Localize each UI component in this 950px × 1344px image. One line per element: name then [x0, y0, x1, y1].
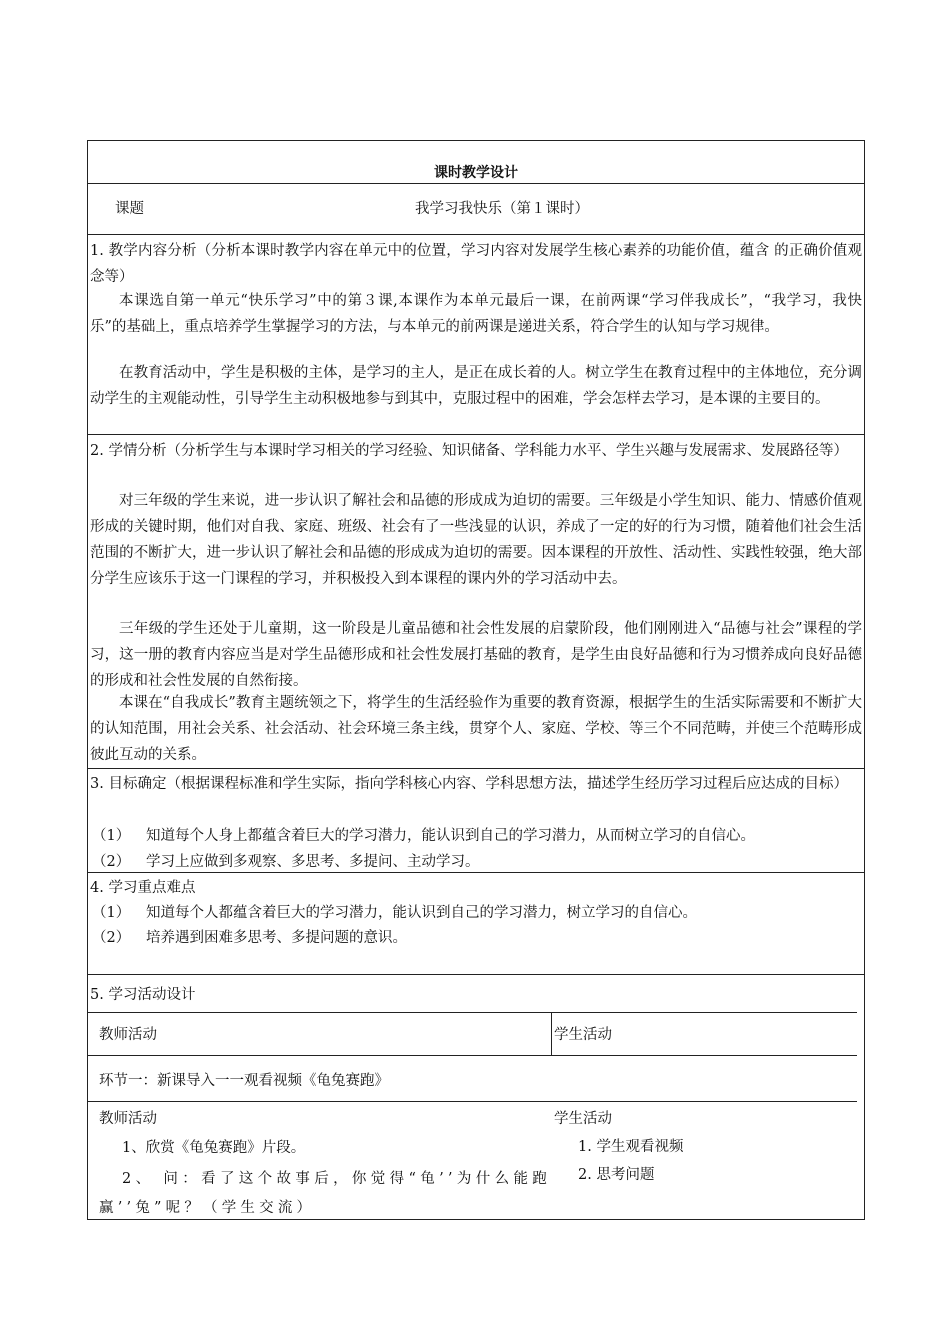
student-activity-item: 1. 学生观看视频: [578, 1139, 684, 1155]
col-header-teacher: 教师活动: [99, 1027, 157, 1043]
sec1-paragraph-2: 在教育活动中，学生是积极的主体，是学习的主人，是正在成长着的人。树立学生在教育过程中的主体地位，充分调动学生的主观能动性，引导学生主动积极地参与到其中，克服过程中的困难，学会怎样去学习，是本课的主要目的。: [90, 365, 862, 407]
row-divider: [87, 234, 865, 235]
column-divider: [551, 1012, 552, 1055]
stage-1-teacher-label: 教师活动: [99, 1111, 157, 1127]
sec3-item-2-number: （2）: [92, 854, 131, 870]
row-divider: [87, 434, 865, 435]
student-activity-item: 2. 思考问题: [578, 1167, 655, 1183]
topic-value: 我学习我快乐（第１课时）: [415, 201, 589, 217]
sec3-item-2-text: 学习上应做到多观察、多思考、多提问、主动学习。: [146, 854, 480, 870]
inner-divider: [87, 1101, 857, 1102]
sec3-item-1-text: 知道每个人身上都蕴含着巨大的学习潜力，能认识到自己的学习潜力，从而树立学习的自信心。: [146, 828, 755, 844]
teacher-activity-item: 1、欣赏《龟兔赛跑》片段。: [122, 1140, 306, 1156]
inner-divider: [87, 1055, 857, 1056]
sec3-heading: 3. 目标确定（根据课程标准和学生实际，指向学科核心内容、学科思想方法，描述学生经历学习过程后应达成的目标）: [90, 776, 848, 792]
sec1-paragraph-1: 本课选自第一单元“快乐学习”中的第３课,本课作为本单元最后一课，在前两课“学习伴我成长”，“我学习，我快乐”的基础上，重点培养学生掌握学习的方法，与本单元的前两课是递进关系，符合学生的认知与学习规律。: [90, 293, 862, 335]
col-header-student: 学生活动: [554, 1027, 612, 1043]
sec3-item-1-number: （1）: [92, 828, 131, 844]
sec4-item-1-number: （1）: [92, 905, 131, 921]
sec2-paragraph-3: 本课在“自我成长”教育主题统领之下，将学生的生活经验作为重要的教育资源，根据学生的生活实际需要和不断扩大的认知范围，用社会关系、社会活动、社会环境三条主线，贯穿个人、家庭、学校、等三个不同范畴，并使三个范畴形成彼此互动的关系。: [90, 695, 862, 763]
teacher-activity-item: 2、 问：看了这个故事后，你觉得“龟’’为什么能跑赢’’兔”呢？（学生交流）: [99, 1171, 551, 1216]
sec1-heading: 1. 教学内容分析（分析本课时教学内容在单元中的位置，学习内容对发展学生核心素养的功能价值，蕴含 的正确价值观念等）: [90, 243, 862, 285]
sec4-item-2-text: 培养遇到困难多思考、多提问题的意识。: [146, 930, 407, 946]
sec4-item-1-text: 知道每个人都蕴含着巨大的学习潜力，能认识到自己的学习潜力，树立学习的自信心。: [146, 905, 697, 921]
sec2-heading: 2. 学情分析（分析学生与本课时学习相关的学习经验、知识储备、学科能力水平、学生兴趣与发展需求、发展路径等）: [90, 443, 848, 459]
row-divider: [87, 974, 865, 975]
sec2-paragraph-2: 三年级的学生还处于儿童期，这一阶段是儿童品德和社会性发展的启蒙阶段，他们刚刚进入“品德与社会”课程的学习，这一册的教育内容应当是对学生品德形成和社会性发展打基础的教育，是学生由良好品德和行为习惯养成向良好品德的形成和社会性发展的自然衔接。: [90, 621, 862, 689]
inner-divider: [87, 1012, 857, 1013]
stage-1-title: 环节一：新课导入一一观看视频《龟兔赛跑》: [99, 1073, 389, 1089]
topic-label: 课题: [115, 201, 144, 217]
stage-1-student-label: 学生活动: [554, 1111, 612, 1127]
sec4-heading: 4. 学习重点难点: [90, 880, 196, 896]
sec5-heading: 5. 学习活动设计: [90, 987, 196, 1003]
doc-title: 课时教学设计: [434, 165, 518, 181]
row-divider: [87, 768, 865, 769]
sec4-item-2-number: （2）: [92, 930, 131, 946]
sec2-paragraph-1: 对三年级的学生来说，进一步认识了解社会和品德的形成成为迫切的需要。三年级是小学生知识、能力、情感价值观形成的关键时期，他们对自我、家庭、班级、社会有了一些浅显的认识，养成了一定的好的行为习惯，随着他们社会生活范围的不断扩大，进一步认识了解社会和品德的形成成为迫切的需要。因本课程的开放性、活动性、实践性较强，绝大部分学生应该乐于这一门课程的学习，并积极投入到本课程的课内外的学习活动中去。: [90, 493, 862, 587]
